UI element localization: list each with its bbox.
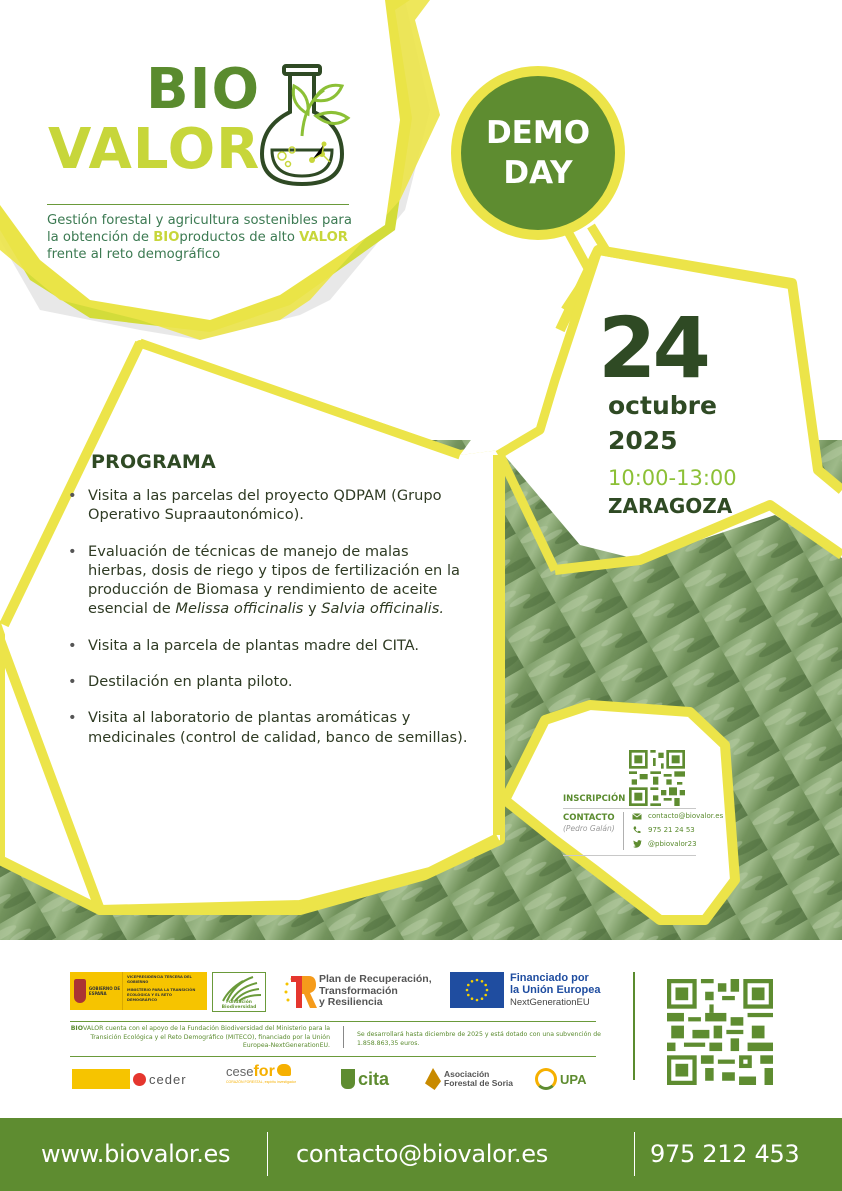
funding-statement: Se desarrollará hasta diciembre de 2025 y está dotado con una subvención de 1.858.863,35 euros.	[357, 1031, 601, 1047]
partner-upa	[535, 1064, 586, 1094]
event-time: 10:00-13:00	[608, 466, 737, 490]
tagline-text: productos de alto	[179, 230, 300, 245]
bullet-icon: •	[68, 487, 77, 504]
plan-recuperacion-logo	[283, 972, 443, 1012]
event-city: ZARAGOZA	[608, 494, 733, 518]
divider	[267, 1132, 268, 1176]
programa-item	[68, 486, 468, 525]
contact-email[interactable]	[632, 812, 723, 820]
badge-line-1: DEMO	[485, 115, 591, 151]
fundacion-label: Fundación Biodiversidad	[221, 1000, 257, 1010]
partner-cita	[341, 1064, 389, 1094]
programa-item-text: Visita a las parcelas del proyecto QDPAM (Grupo Operativo Supraautonómico).	[88, 487, 442, 524]
heart-icon	[277, 1064, 291, 1076]
website-qr-code[interactable]	[666, 979, 774, 1085]
programa-item-text: Visita a la parcela de plantas madre del CITA.	[88, 636, 420, 654]
footer-contact-bar	[0, 1118, 842, 1191]
prtr-line: Transformación	[319, 984, 398, 997]
divider	[70, 1021, 596, 1022]
prtr-text	[319, 974, 432, 1009]
tagline-valor-highlight: VALOR	[299, 230, 348, 245]
fundacion-biodiversidad-logo	[212, 972, 266, 1012]
partner-label: UPA	[560, 1071, 587, 1087]
partner-label: Forestal de Soria	[444, 1078, 513, 1088]
grass-icon	[213, 973, 265, 1003]
logo-divider	[47, 204, 349, 205]
programa-list	[68, 486, 468, 764]
divider	[633, 972, 635, 1080]
registration-qr-code[interactable]	[629, 750, 685, 806]
partner-label: ceder	[149, 1071, 187, 1087]
gov-logo-left	[70, 972, 122, 1010]
divider	[634, 1132, 635, 1176]
contact-twitter[interactable]	[632, 840, 697, 848]
tagline-text: frente al reto demográfico	[47, 247, 221, 262]
contact-phone[interactable]	[632, 826, 695, 834]
phone-icon	[632, 826, 642, 834]
footer-phone: 975 212 453	[650, 1140, 800, 1168]
partner-label: for	[253, 1063, 275, 1080]
partner-asociacion-forestal-soria	[425, 1064, 513, 1094]
bullet-icon: •	[68, 636, 77, 654]
contact-email-text[interactable]: contacto@biovalor.es	[648, 812, 724, 820]
prtr-line: Plan de Recuperación,	[319, 973, 432, 985]
partner-label: cita	[358, 1068, 390, 1089]
partner-label: Asociación	[444, 1069, 490, 1079]
tagline-bio-highlight: BIO	[153, 230, 180, 245]
bullet-icon: •	[68, 673, 77, 691]
twitter-icon	[632, 840, 642, 848]
ceder-icon	[133, 1073, 146, 1086]
partner-label: cese	[226, 1064, 254, 1079]
eu-line-1: Financiado por	[510, 972, 589, 984]
programa-item-text: y	[303, 600, 322, 618]
divider	[343, 1026, 344, 1048]
contact-twitter-text[interactable]: @pbiovalor23	[648, 840, 697, 848]
eu-funding-label	[510, 972, 600, 1009]
support-statement	[70, 1025, 330, 1051]
footer-email-link[interactable]: contacto@biovalor.es	[296, 1140, 548, 1168]
project-tagline	[47, 212, 367, 263]
programa-title: PROGRAMA	[91, 451, 216, 473]
gobierno-de-espana-logo	[70, 972, 207, 1010]
tagline-text: Gestión forestal y agricultura sostenibles para la obtención de	[47, 213, 352, 245]
programa-item-text: Visita al laboratorio de plantas aromáticas y medicinales (control de calidad, banco de semillas).	[88, 709, 468, 746]
divider	[563, 808, 696, 809]
partner-ciemat-ceder	[72, 1064, 187, 1094]
support-text: VALOR cuenta con el apoyo de la Fundación Biodiversidad del Ministerio para la Transición Ecológica y el Reto Demográfico (MITECO), financiado por la Unión Europea-NextGenerationEU.	[83, 1025, 330, 1049]
partner-caption: CORAZÓN FORESTAL, espíritu investigador	[226, 1080, 296, 1084]
programa-item	[68, 708, 468, 747]
footer-website-link[interactable]: www.biovalor.es	[41, 1140, 231, 1168]
registration-label: INSCRIPCIÓN	[563, 794, 626, 804]
badge-line-2: DAY	[503, 155, 573, 191]
gov-ministry-label: MINISTERIO PARA LA TRANSICIÓN ECOLÓGICA Y EL RETO DEMOGRÁFICO	[127, 988, 196, 1002]
gov-logo-right	[122, 972, 207, 1010]
logo-valor-text: VALOR	[48, 117, 261, 182]
event-month: octubre	[608, 391, 717, 420]
cita-icon	[341, 1069, 355, 1089]
species-name: Salvia officinalis.	[321, 600, 444, 618]
eu-line-3: NextGenerationEU	[510, 997, 590, 1008]
demo-day-badge	[451, 66, 625, 240]
contact-label: CONTACTO	[563, 813, 615, 823]
mail-icon	[632, 812, 642, 820]
upa-icon	[535, 1068, 557, 1090]
divider	[623, 812, 624, 850]
contact-phone-text: 975 21 24 53	[648, 826, 695, 834]
bullet-icon: •	[68, 709, 77, 727]
eu-flag-icon	[450, 972, 504, 1008]
prtr-tr-icon	[283, 974, 317, 1010]
programa-item-text: Evaluación de técnicas de manejo de malas hierbas, dosis de riego y tipos de fertilización en la producción de Biomasa y rendimiento de aceite esencial de	[88, 542, 460, 618]
programa-item	[68, 636, 468, 655]
species-name: Melissa officinalis	[175, 600, 304, 618]
prtr-line: y Resiliencia	[319, 996, 383, 1008]
partner-cesefor	[226, 1064, 296, 1094]
divider	[70, 1056, 596, 1057]
flask-with-leaves-icon	[254, 64, 354, 189]
support-bio: BIO	[70, 1025, 83, 1032]
logo-bio-text: BIO	[146, 57, 261, 122]
eu-line-2: la Unión Europea	[510, 984, 601, 996]
leaf-icon	[425, 1068, 441, 1090]
gov-vice-label: VICEPRESIDENCIA TERCERA DEL GOBIERNO	[127, 975, 192, 984]
divider	[563, 855, 696, 856]
gov-label: GOBIERNO DE ESPAÑA	[88, 986, 121, 996]
programa-item-text: Destilación en planta piloto.	[88, 673, 293, 691]
coat-of-arms-icon	[74, 979, 86, 1003]
programa-item	[68, 542, 468, 619]
event-day: 24	[598, 299, 707, 397]
contact-person: (Pedro Galán)	[563, 824, 615, 833]
programa-item	[68, 672, 468, 691]
gov-mini-logo	[72, 1069, 130, 1089]
bullet-icon: •	[68, 542, 77, 560]
event-year: 2025	[608, 426, 678, 455]
